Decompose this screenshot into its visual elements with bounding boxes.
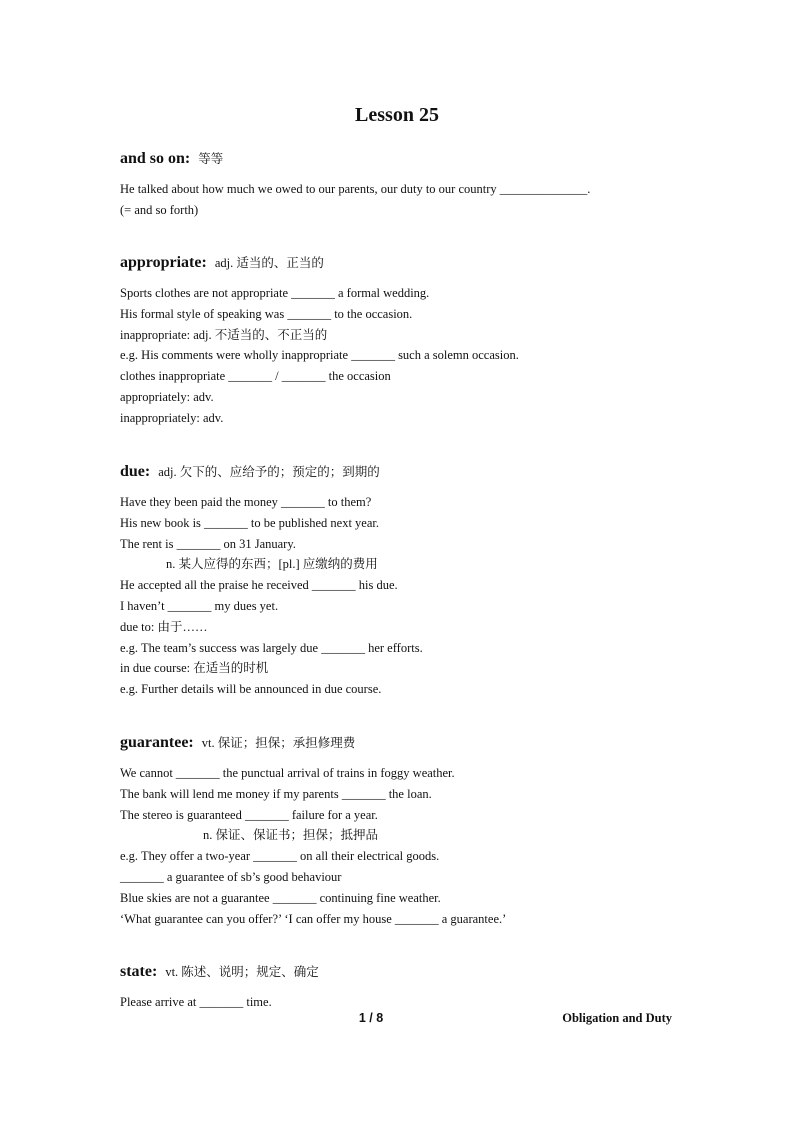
- vocab-entry-state: [120, 962, 720, 1013]
- footer-title: Obligation and Duty: [562, 1011, 672, 1025]
- vocab-entry-appropriate: [120, 253, 720, 429]
- example-line: due to: 由于……: [120, 619, 208, 634]
- example-line: His formal style of speaking was _______ to the occasion.: [120, 306, 413, 321]
- entry-term: guarantee:: [120, 734, 194, 751]
- example-line: inappropriate: adj. 不适当的、不正当的: [120, 327, 328, 342]
- example-line: inappropriately: adv.: [120, 410, 224, 425]
- entry-heading: [120, 462, 720, 481]
- vocab-entry-and-so-on: [120, 149, 720, 221]
- example-line: ‘What guarantee can you offer?’ ‘I can offer my house _______ a guarantee.’: [120, 911, 507, 926]
- example-line: e.g. They offer a two-year _______ on all their electrical goods.: [120, 849, 440, 864]
- entry-definition: adj. 欠下的、应给予的；预定的；到期的: [158, 465, 380, 479]
- example-line: His new book is _______ to be published next year.: [120, 515, 379, 530]
- page-title: Lesson 25: [355, 104, 439, 126]
- example-line: clothes inappropriate _______ / _______ the occasion: [120, 369, 391, 384]
- entry-lines: [120, 179, 720, 221]
- entry-term: appropriate:: [120, 254, 207, 271]
- entry-lines: [120, 492, 720, 700]
- entry-lines: [120, 763, 720, 929]
- example-line: Have they been paid the money _______ to them?: [120, 495, 372, 509]
- example-line: e.g. The team’s success was largely due _______ her efforts.: [120, 640, 423, 655]
- example-line: The rent is _______ on 31 January.: [120, 536, 296, 551]
- example-line: n. 保证、保证书；担保；抵押品: [203, 828, 379, 843]
- example-line: Blue skies are not a guarantee _______ continuing fine weather.: [120, 890, 441, 905]
- entry-heading: [120, 253, 720, 272]
- entry-term: and so on:: [120, 150, 191, 167]
- entry-term: state:: [120, 963, 158, 980]
- page-number: 1 / 8: [358, 1011, 384, 1025]
- entry-lines: [120, 283, 720, 429]
- example-line: n. 某人应得的东西；[pl.] 应缴纳的费用: [166, 557, 378, 572]
- example-line: appropriately: adv.: [120, 389, 214, 404]
- entry-term: due:: [120, 463, 151, 480]
- example-line: The stereo is guaranteed _______ failure for a year.: [120, 807, 378, 822]
- example-line: in due course: 在适当的时机: [120, 661, 269, 676]
- example-line: He talked about how much we owed to our parents, our duty to our country ______________.: [120, 182, 591, 196]
- example-line: I haven’t _______ my dues yet.: [120, 598, 279, 613]
- example-line: He accepted all the praise he received _______ his due.: [120, 578, 398, 593]
- vocab-entry-guarantee: [120, 733, 720, 929]
- entry-lines: [120, 992, 720, 1013]
- entry-definition: 等等: [198, 152, 224, 166]
- vocab-entry-due: [120, 462, 720, 700]
- entry-heading: [120, 733, 720, 752]
- example-line: Please arrive at _______ time.: [120, 995, 272, 1009]
- example-line: We cannot _______ the punctual arrival of trains in foggy weather.: [120, 766, 455, 780]
- example-line: _______ a guarantee of sb’s good behaviour: [120, 869, 342, 884]
- example-line: The bank will lend me money if my parents _______ the loan.: [120, 786, 432, 801]
- example-line: Sports clothes are not appropriate _______ a formal wedding.: [120, 286, 430, 300]
- example-line: (= and so forth): [120, 202, 199, 217]
- example-line: e.g. His comments were wholly inappropriate _______ such a solemn occasion.: [120, 348, 519, 363]
- example-line: e.g. Further details will be announced in due course.: [120, 682, 382, 697]
- entry-definition: vt. 陈述、说明；规定、确定: [165, 965, 319, 979]
- entry-definition: vt. 保证；担保；承担修理费: [201, 736, 356, 750]
- entry-definition: adj. 适当的、正当的: [214, 256, 324, 270]
- entry-heading: [120, 962, 720, 981]
- entry-heading: [120, 149, 720, 168]
